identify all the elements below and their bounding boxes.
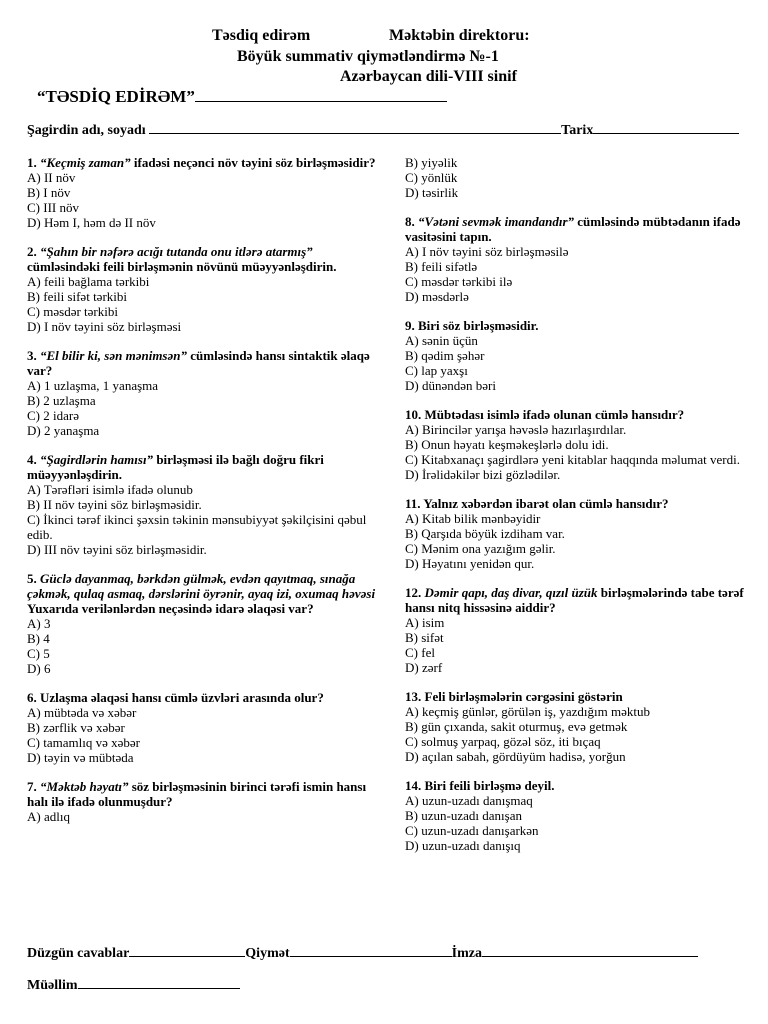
grade-label: Qiymət xyxy=(245,946,290,961)
question-block xyxy=(405,585,750,675)
question-block xyxy=(27,452,377,557)
question-text: Uzlaşma əlaqəsi hansı cümlə üzvləri arasında olur? xyxy=(36,690,324,705)
question-number: 13. xyxy=(405,689,422,704)
question-subtext: Yuxarıda verilənlərdən neçəsində idarə əlaqəsi var? xyxy=(27,601,314,616)
question-block xyxy=(405,689,750,764)
teacher-label: Müəllim xyxy=(27,978,78,993)
answer-option[interactable]: C) lap yaxşı xyxy=(405,363,468,378)
answer-option[interactable]: B) gün çıxanda, sakit oturmuş, evə getmək xyxy=(405,719,628,734)
answer-option[interactable]: B) zərflik və xəbər xyxy=(27,720,125,735)
answer-option[interactable]: C) 2 idarə xyxy=(27,408,79,423)
question-block xyxy=(27,155,377,230)
answer-option[interactable]: A) keçmiş günlər, görülən iş, yazdığım məktub xyxy=(405,704,650,719)
date-blank[interactable] xyxy=(593,121,739,134)
student-line xyxy=(27,121,739,139)
question-number: 14. xyxy=(405,778,422,793)
answer-option[interactable]: C) İkinci tərəf ikinci şəxsin təkinin mənsubiyyət şəkilçisini qəbul edib. xyxy=(27,512,367,542)
question-title xyxy=(27,452,377,482)
answer-option[interactable]: A) mübtəda və xəbər xyxy=(27,705,137,720)
teacher-line xyxy=(27,976,240,994)
date-label: Tarix xyxy=(561,123,594,138)
answer-option[interactable]: B) I növ xyxy=(27,185,71,200)
stamp-label: “TƏSDİQ EDİRƏM” xyxy=(37,87,195,106)
answer-option[interactable]: D) 6 xyxy=(27,661,51,676)
question-block xyxy=(405,318,750,393)
stamp-line xyxy=(37,87,447,107)
question-number: 2. xyxy=(27,244,37,259)
question-title xyxy=(27,571,377,601)
teacher-blank[interactable] xyxy=(78,976,240,989)
answer-option[interactable]: C) solmuş yarpaq, gözəl söz, iti bıçaq xyxy=(405,734,601,749)
question-block xyxy=(27,244,377,334)
question-number: 8. xyxy=(405,214,415,229)
answer-option[interactable]: D) Həyatını yenidən qur. xyxy=(405,556,535,571)
answers-label: Düzgün cavablar xyxy=(27,946,130,961)
question-7-continued xyxy=(405,155,750,200)
student-label: Şagirdin adı, soyadı xyxy=(27,123,146,138)
question-number: 9. xyxy=(405,318,415,333)
question-number: 11. xyxy=(405,496,421,511)
answer-option[interactable]: D) 2 yanaşma xyxy=(27,423,100,438)
question-title xyxy=(405,214,750,244)
question-text: Mübtədası isimlə ifadə olunan cümlə hansıdır? xyxy=(421,407,685,422)
answer-option[interactable]: B) feili sifətlə xyxy=(405,259,478,274)
question-number: 5. xyxy=(27,571,37,586)
question-block xyxy=(27,779,377,824)
question-text: söz birləşməsinin birinci tərəfi ismin hansı halı ilə ifadə olunmuşdur? xyxy=(27,779,367,809)
question-title xyxy=(405,585,750,615)
question-number: 4. xyxy=(27,452,37,467)
question-title xyxy=(27,348,377,378)
question-title xyxy=(27,244,377,274)
stamp-blank xyxy=(195,89,447,102)
answer-option[interactable]: C) Mənim ona yazığım gəlir. xyxy=(405,541,556,556)
answer-option[interactable]: A) feili bağlama tərkibi xyxy=(27,274,150,289)
answer-option[interactable]: D) zərf xyxy=(405,660,443,675)
answer-option[interactable]: D) Həm I, həm də II növ xyxy=(27,215,156,230)
question-text: birləşməsi ilə bağlı doğru fikri müəyyənləşdirin. xyxy=(27,452,324,482)
signature-blank[interactable] xyxy=(482,944,698,957)
question-title xyxy=(405,407,750,422)
question-text: ifadəsi neçənci növ təyini söz birləşməsidir? xyxy=(130,155,376,170)
question-text: Biri feili birləşmə deyil. xyxy=(421,778,555,793)
question-quote: “Keçmiş zaman” xyxy=(40,155,131,170)
answer-option[interactable]: B) qədim şəhər xyxy=(405,348,485,363)
question-text: cümləsində hansı sintaktik əlaqə var? xyxy=(27,348,370,378)
answer-option[interactable]: A) II növ xyxy=(27,170,76,185)
answer-option[interactable]: C) fel xyxy=(405,645,435,660)
answers-blank[interactable] xyxy=(129,944,245,957)
question-number: 12. xyxy=(405,585,422,600)
question-number: 6. xyxy=(27,690,37,705)
footer-line xyxy=(27,944,698,962)
answer-option[interactable]: D) III növ təyini söz birləşməsidir. xyxy=(27,542,207,557)
question-quote: “Məktəb həyatı” xyxy=(40,779,129,794)
answer-option[interactable]: B) uzun-uzadı danışan xyxy=(405,808,522,823)
answer-option[interactable]: D) məsdərlə xyxy=(405,289,469,304)
answer-option[interactable]: C) tamamlıq və xəbər xyxy=(27,735,140,750)
question-block xyxy=(27,571,377,676)
answer-option[interactable]: C) uzun-uzadı danışarkən xyxy=(405,823,539,838)
question-block xyxy=(27,348,377,438)
question-block xyxy=(405,778,750,853)
answer-option[interactable]: D) təsirlik xyxy=(405,185,459,200)
right-column xyxy=(405,155,750,867)
question-block xyxy=(27,690,377,765)
answer-option[interactable]: C) 5 xyxy=(27,646,50,661)
question-text: Feli birləşmələrin cərgəsini göstərin xyxy=(421,689,623,704)
question-number: 3. xyxy=(27,348,37,363)
question-text: Yalnız xəbərdən ibarət olan cümlə hansıdır? xyxy=(420,496,669,511)
answer-option[interactable]: B) feili sifət tərkibi xyxy=(27,289,128,304)
question-text: Biri söz birləşməsidir. xyxy=(414,318,539,333)
question-quote: “Şagirdlərin hamısı” xyxy=(40,452,154,467)
question-title xyxy=(405,496,750,511)
answer-option[interactable]: B) Onun həyatı keşməkeşlərlə dolu idi. xyxy=(405,437,609,452)
student-name-blank[interactable] xyxy=(149,121,561,134)
question-title xyxy=(405,318,750,333)
answer-option[interactable]: C) III növ xyxy=(27,200,79,215)
grade-blank[interactable] xyxy=(290,944,452,957)
exam-title: Böyük summativ qiymətləndirmə №-1 xyxy=(237,48,499,65)
answer-option[interactable]: A) 3 xyxy=(27,616,51,631)
question-text: birləşmələrində tabe tərəf hansı nitq hissəsinə aiddir? xyxy=(405,585,744,615)
answer-option[interactable]: C) Kitabxanaçı şagirdlərə yeni kitablar haqqında məlumat verdi. xyxy=(405,452,740,467)
approve-right: Məktəbin direktoru: xyxy=(389,27,530,44)
question-title xyxy=(27,690,377,705)
question-title xyxy=(405,689,750,704)
question-block xyxy=(405,407,750,482)
question-number: 10. xyxy=(405,407,422,422)
question-text: cümləsində mübtədanın ifadə vasitəsini tapın. xyxy=(405,214,741,244)
answer-option[interactable]: A) uzun-uzadı danışmaq xyxy=(405,793,533,808)
question-quote: “Şahın bir nəfərə acığı tutanda onu itlərə atarmış” xyxy=(40,244,313,259)
answer-option[interactable]: C) məsdər tərkibi ilə xyxy=(405,274,513,289)
answer-option[interactable]: A) Tərəfləri isimlə ifadə olunub xyxy=(27,482,193,497)
answer-option[interactable]: A) I növ təyini söz birləşməsilə xyxy=(405,244,569,259)
answer-option[interactable]: A) isim xyxy=(405,615,445,630)
answer-option[interactable]: D) uzun-uzadı danışıq xyxy=(405,838,521,853)
subject-title: Azərbaycan dili-VIII sinif xyxy=(340,68,517,85)
question-quote: “El bilir ki, sən mənimsən” xyxy=(40,348,187,363)
answer-option[interactable]: A) 1 uzlaşma, 1 yanaşma xyxy=(27,378,159,393)
question-number: 1. xyxy=(27,155,37,170)
answer-option[interactable]: C) yönlük xyxy=(405,170,458,185)
question-quote: Dəmir qapı, daş divar, qızıl üzük xyxy=(424,585,598,600)
answer-option[interactable]: A) Kitab bilik mənbəyidir xyxy=(405,511,541,526)
answer-option[interactable]: A) adlıq xyxy=(27,809,70,824)
answer-option[interactable]: D) İrəlidəkilər bizi gözlədilər. xyxy=(405,467,561,482)
answer-option[interactable]: C) məsdər tərkibi xyxy=(27,304,118,319)
approve-left: Təsdiq edirəm xyxy=(212,27,311,44)
answer-option[interactable]: A) Birincilər yarışa həvəslə hazırlaşırdılar. xyxy=(405,422,627,437)
answer-option[interactable]: D) təyin və mübtəda xyxy=(27,750,134,765)
question-block xyxy=(405,214,750,304)
left-column xyxy=(27,155,377,838)
question-title xyxy=(27,155,377,170)
answer-option[interactable]: B) 2 uzlaşma xyxy=(27,393,96,408)
question-quote: Güclə dayanmaq, bərkdən gülmək, evdən qayıtmaq, sınağa çəkmək, qulaq asmaq, dərslərini öyrənir, ayaq izi, oxumaq həvəsi xyxy=(27,571,376,601)
answer-option[interactable]: B) yiyəlik xyxy=(405,155,458,170)
question-quote: “Vətəni sevmək imandandır” xyxy=(418,214,574,229)
answer-option[interactable]: D) I növ təyini söz birləşməsi xyxy=(27,319,182,334)
answer-option[interactable]: B) sifət xyxy=(405,630,444,645)
answer-option[interactable]: D) açılan sabah, gördüyüm hadisə, yorğun xyxy=(405,749,626,764)
answer-option[interactable]: D) dünəndən bəri xyxy=(405,378,496,393)
answer-option[interactable]: B) II növ təyini söz birləşməsidir. xyxy=(27,497,202,512)
answer-option[interactable]: B) 4 xyxy=(27,631,50,646)
signature-label: İmza xyxy=(451,946,482,961)
answer-option[interactable]: B) Qarşıda böyük izdiham var. xyxy=(405,526,565,541)
question-block xyxy=(405,496,750,571)
question-number: 7. xyxy=(27,779,37,794)
question-title xyxy=(27,779,377,809)
answer-option[interactable]: A) sənin üçün xyxy=(405,333,478,348)
question-title xyxy=(405,778,750,793)
question-text: cümləsindəki feili birləşmənin növünü müəyyənləşdirin. xyxy=(27,259,337,274)
